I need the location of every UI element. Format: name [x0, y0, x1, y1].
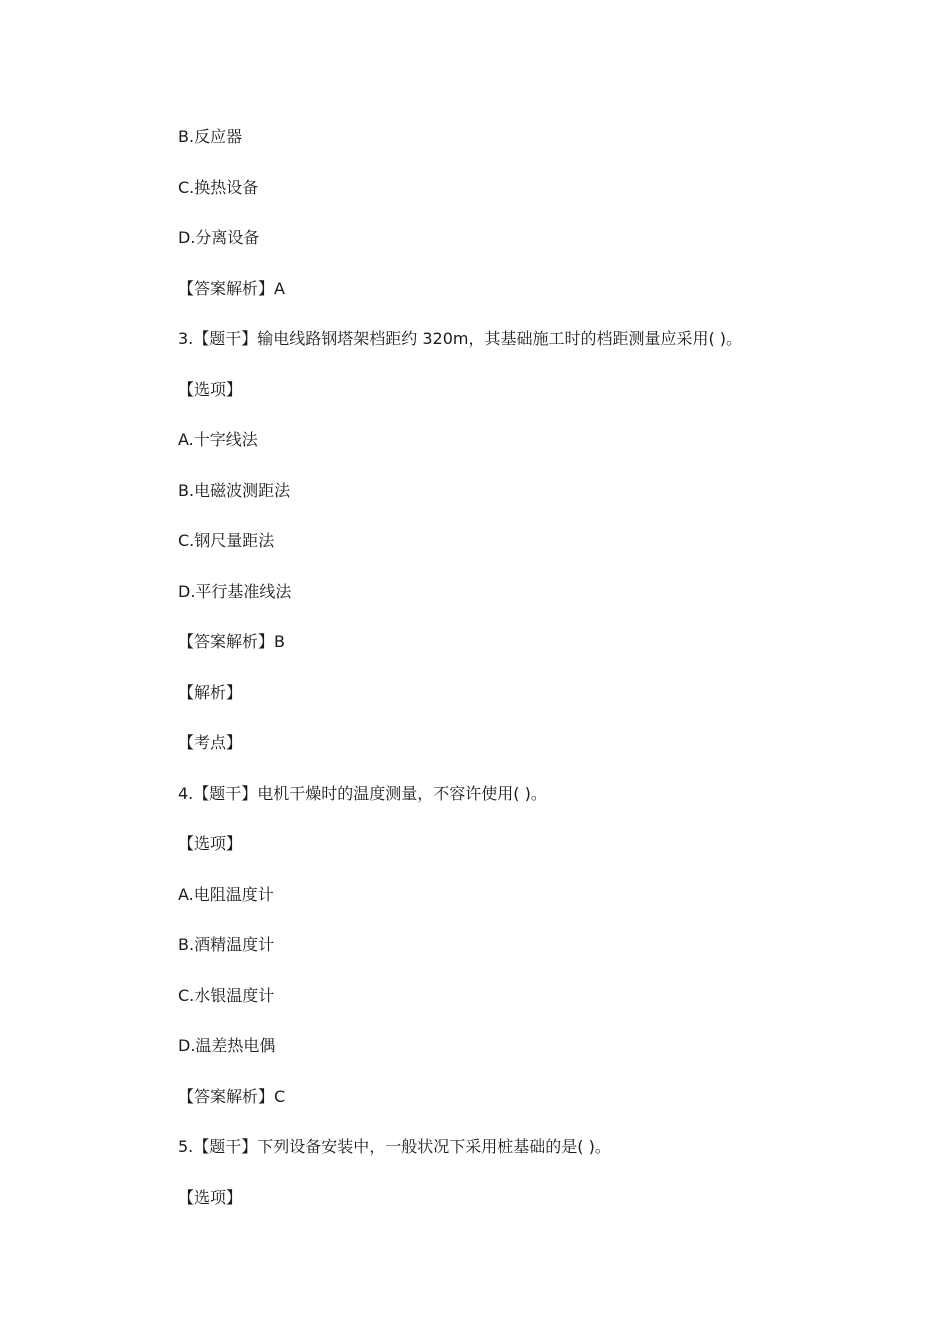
- q4-option-b: B.酒精温度计: [178, 935, 275, 954]
- question-4-stem: 4.【题干】电机干燥时的温度测量，不容许使用( )。: [178, 784, 547, 803]
- option-b-reactor: B.反应器: [178, 127, 243, 146]
- q4-option-a: A.电阻温度计: [178, 885, 274, 904]
- options-heading-q4: 【选项】: [178, 834, 243, 853]
- key-point-heading-q3: 【考点】: [178, 733, 243, 752]
- q4-option-d: D.温差热电偶: [178, 1036, 276, 1055]
- q3-option-b: B.电磁波测距法: [178, 481, 291, 500]
- options-heading-q5: 【选项】: [178, 1188, 243, 1207]
- option-d-separator: D.分离设备: [178, 228, 260, 247]
- options-heading-q3: 【选项】: [178, 380, 243, 399]
- answer-line-q4: 【答案解析】C: [178, 1087, 286, 1106]
- question-5-stem: 5.【题干】下列设备安装中，一般状况下采用桩基础的是( )。: [178, 1137, 611, 1156]
- answer-line-q2: 【答案解析】A: [178, 279, 285, 298]
- question-3-stem: 3.【题干】输电线路钢塔架档距约 320m，其基础施工时的档距测量应采用( )。: [178, 329, 743, 348]
- q4-option-c: C.水银温度计: [178, 986, 275, 1005]
- q3-option-d: D.平行基准线法: [178, 582, 292, 601]
- q3-option-a: A.十字线法: [178, 430, 258, 449]
- answer-line-q3: 【答案解析】B: [178, 632, 285, 651]
- option-c-heat-exchanger: C.换热设备: [178, 178, 259, 197]
- q3-option-c: C.钢尺量距法: [178, 531, 275, 550]
- analysis-heading-q3: 【解析】: [178, 683, 243, 702]
